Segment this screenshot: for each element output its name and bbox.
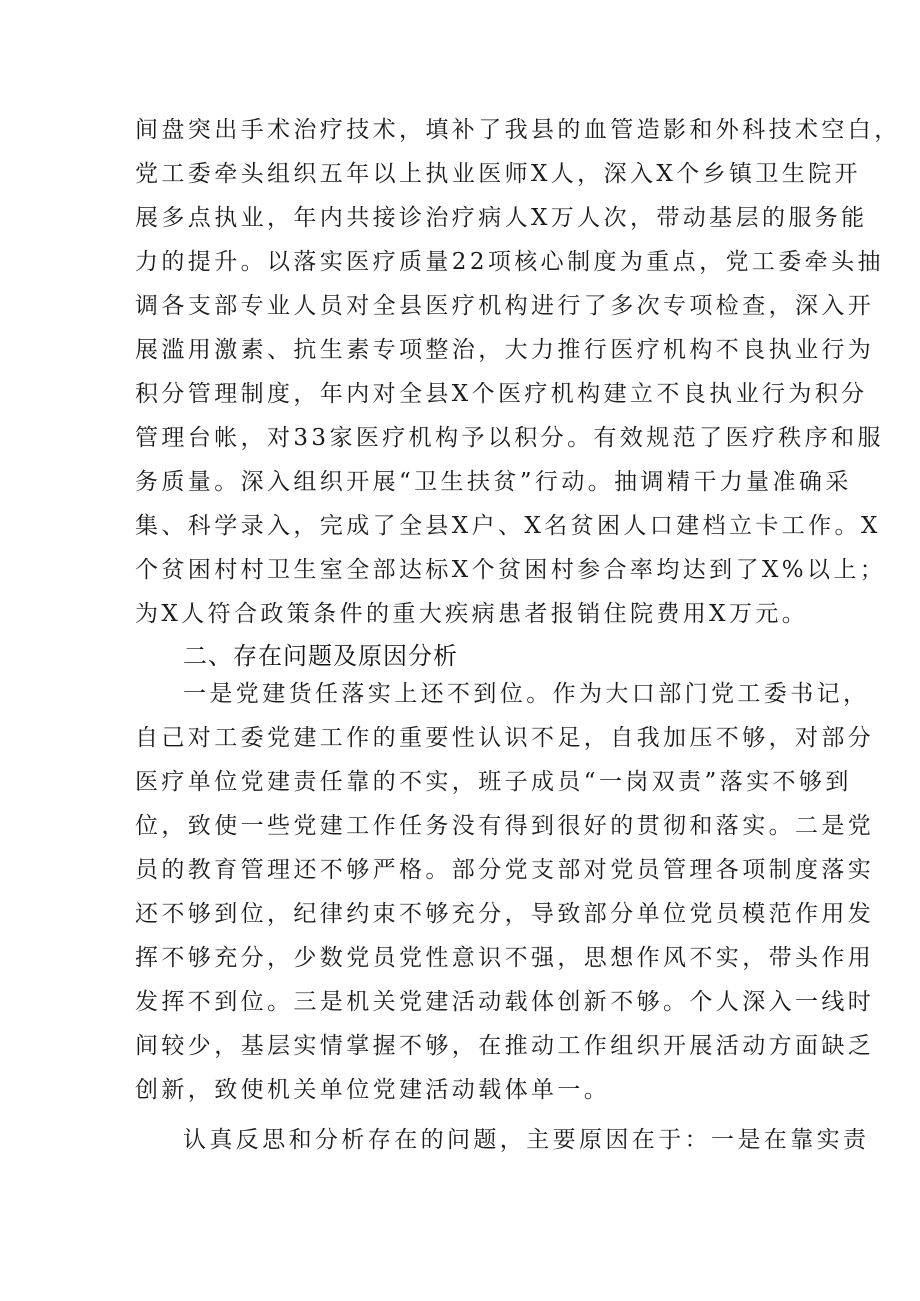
section-heading: 二、存在问题及原因分析: [183, 642, 458, 670]
paragraph-line: 集、科学录入，完成了全县X户、X名贫困人口建档立卡工作。X: [135, 513, 881, 539]
paragraph-line: 为X人符合政策条件的重大疾病患者报销住院费用X万元。: [135, 601, 809, 627]
paragraph-line: 发挥不到位。三是机关党建活动载体创新不够。个人深入一线时: [135, 989, 875, 1015]
paragraph-line: 管理台帐，对33家医疗机构予以积分。有效规范了医疗秩序和服: [135, 425, 884, 451]
paragraph-line: 自己对工委党建工作的重要性认识不足，自我加压不够，对部分: [135, 725, 875, 751]
paragraph-line: 个贫困村村卫生室全部达标X个贫困村参合率均达到了X%以上；: [135, 557, 887, 583]
paragraph-line: 间盘突出手术治疗技术，填补了我县的血管造影和外科技术空白，: [135, 117, 901, 143]
paragraph-line: 展多点执业，年内共接诊治疗病人X万人次，带动基层的服务能: [135, 205, 868, 231]
paragraph-line: 还不够到位，纪律约束不够充分，导致部分单位党员模范作用发: [135, 901, 875, 927]
paragraph-line: 认真反思和分析存在的问题，主要原因在于：一是在靠实责: [183, 1127, 870, 1153]
paragraph-line: 一是党建货任落实上还不到位。作为大口部门党工委书记，: [183, 681, 870, 707]
paragraph-line: 创新，致使机关单位党建活动载体单一。: [135, 1077, 611, 1103]
paragraph-line: 间较少，基层实情掌握不够，在推动工作组织开展活动方面缺乏: [135, 1033, 875, 1059]
paragraph-line: 务质量。深入组织开展“卫生扶贫”行动。抽调精干力量准确采: [135, 469, 852, 495]
paragraph-line: 医疗单位党建责任靠的不实，班子成员“一岗双责”落实不够到: [135, 769, 852, 795]
paragraph-line: 积分管理制度，年内对全县X个医疗机构建立不良执业行为积分: [135, 381, 868, 407]
paragraph-line: 展滥用激素、抗生素专项整治，大力推行医疗机构不良执业行为: [135, 337, 875, 363]
paragraph-line: 位，致使一些党建工作任务没有得到很好的贯彻和落实。二是党: [135, 813, 875, 839]
paragraph-line: 党工委牵头组织五年以上执业医师X人，深入X个乡镇卫生院开: [135, 161, 861, 187]
paragraph-line: 挥不够充分，少数党员党性意识不强，思想作风不实，带头作用: [135, 945, 875, 971]
paragraph-line: 调各支部专业人员对全县医疗机构进行了多次专项检查，深入开: [135, 293, 875, 319]
paragraph-line: 员的教育管理还不够严格。部分党支部对党员管理各项制度落实: [135, 857, 875, 883]
paragraph-line: 力的提升。以落实医疗质量22项核心制度为重点，党工委牵头抽: [135, 249, 884, 275]
